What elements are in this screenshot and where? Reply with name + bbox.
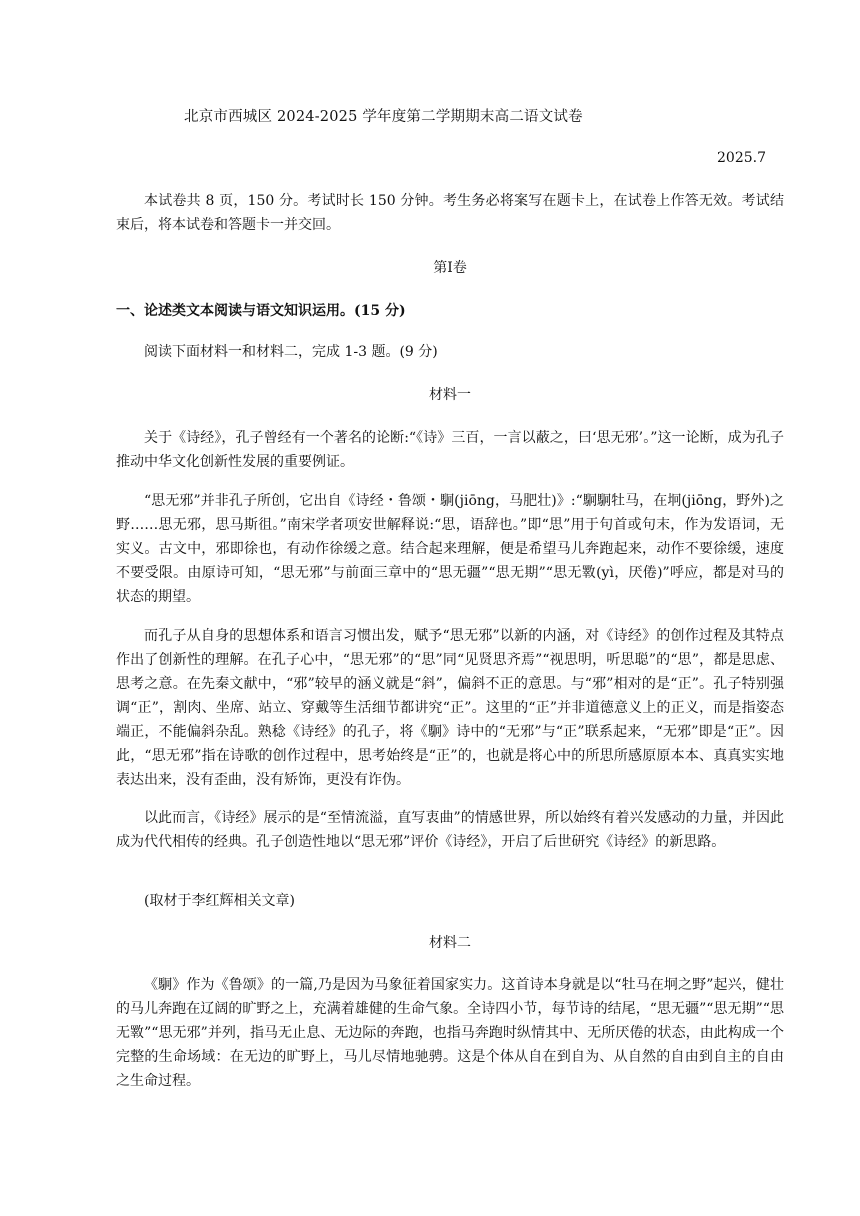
material1-paragraph: 以此而言，《诗经》展示的是“至情流溢，直写衷曲”的情感世界，所以始终有着兴发感动的力量，并因此成为代代相传的经典。孔子创造性地以“思无邪”评价《诗经》，开启了后世研究《诗经》的新思路。 [116,810,784,850]
material1-paragraph: 而孔子从自身的思想体系和语言习惯出发，赋予“思无邪”以新的内涵，对《诗经》的创作过程及其特点作出了创新性的理解。在孔子心中，“思无邪”的“思”同“见贤思齐焉”“视思明，听思聪”的“思”，都是思虑、思考之意。在先秦文献中，“邪”较早的涵义就是“斜”，偏斜不正的意思。与“邪”相对的是“正”。孔子特别强调“正”，割肉、坐席、站立、穿戴等生活细节都讲究“正”。这里的“正”并非道德意义上的正义，而是指姿态端正，不能偏斜杂乱。熟稔《诗经》的孔子，将《駉》诗中的“无邪”与“正”联系起来，“无邪”即是“正”。因此，“思无邪”指在诗歌的创作过程中，思考始终是“正”的，也就是将心中的所思所感原原本本、真真实实地表达出来，没有歪曲，没有矫饰，更没有诈伪。 [116,628,784,788]
material1-paragraph: “思无邪”并非孔子所创，它出自《诗经・鲁颂・駉(jiōng，马肥壮)》:“駉駉牡马，在坰(jiōng，野外)之野……思无邪，思马斯徂。”南宋学者项安世解释说:“思，语辞也。”即“思”用于句首或句末，作为发语词，无实义。古文中，邪即徐也，有动作徐缓之意。结合起来理解，便是希望马儿奔跑起来，动作不要徐缓，速度不要受限。由原诗可知，“思无邪”与前面三章中的“思无疆”“思无期”“思无斁(yì，厌倦)”呼应，都是对马的状态的期望。 [116,493,784,605]
material2-title: 材料二 [429,935,471,951]
reading-instruction: 阅读下面材料一和材料二，完成 1-3 题。(9 分) [144,344,438,360]
material1-source: (取材于李红辉相关文章) [144,893,295,909]
material2-paragraph: 《駉》作为《鲁颂》的一篇,乃是因为马象征着国家实力。这首诗本身就是以“牡马在坰之野”起兴，健壮的马儿奔跑在辽阔的旷野之上，充满着雄健的生命气象。全诗四小节，每节诗的结尾，“思无疆”“思无期”“思无斁”“思无邪”并列，指马无止息、无边际的奔跑，也指马奔跑时纵情其中、无所厌倦的状态，由此构成一个完整的生命场域：在无边的旷野上，马儿尽情地驰骋。这是个体从自在到自为、从自然的自由到自主的自由之生命过程。 [116,977,784,1089]
exam-title: 北京市西城区 2024-2025 学年度第二学期期末高二语文试卷 [184,109,583,125]
volume-title: 第Ⅰ卷 [433,260,467,276]
exam-date: 2025.7 [717,150,766,166]
section-heading: 一、论述类文本阅读与语文知识运用。(15 分) [116,303,406,319]
material1-paragraph: 关于《诗经》，孔子曾经有一个著名的论断:“《诗》三百，一言以蔽之，曰‘思无邪’。”这一论断，成为孔子推动中华文化创新性发展的重要例证。 [116,430,784,470]
exam-intro: 本试卷共 8 页，150 分。考试时长 150 分钟。考生务必将案写在题卡上，在试卷上作答无效。考试结束后，将本试卷和答题卡一并交回。 [116,193,784,233]
material1-title: 材料一 [429,387,471,403]
